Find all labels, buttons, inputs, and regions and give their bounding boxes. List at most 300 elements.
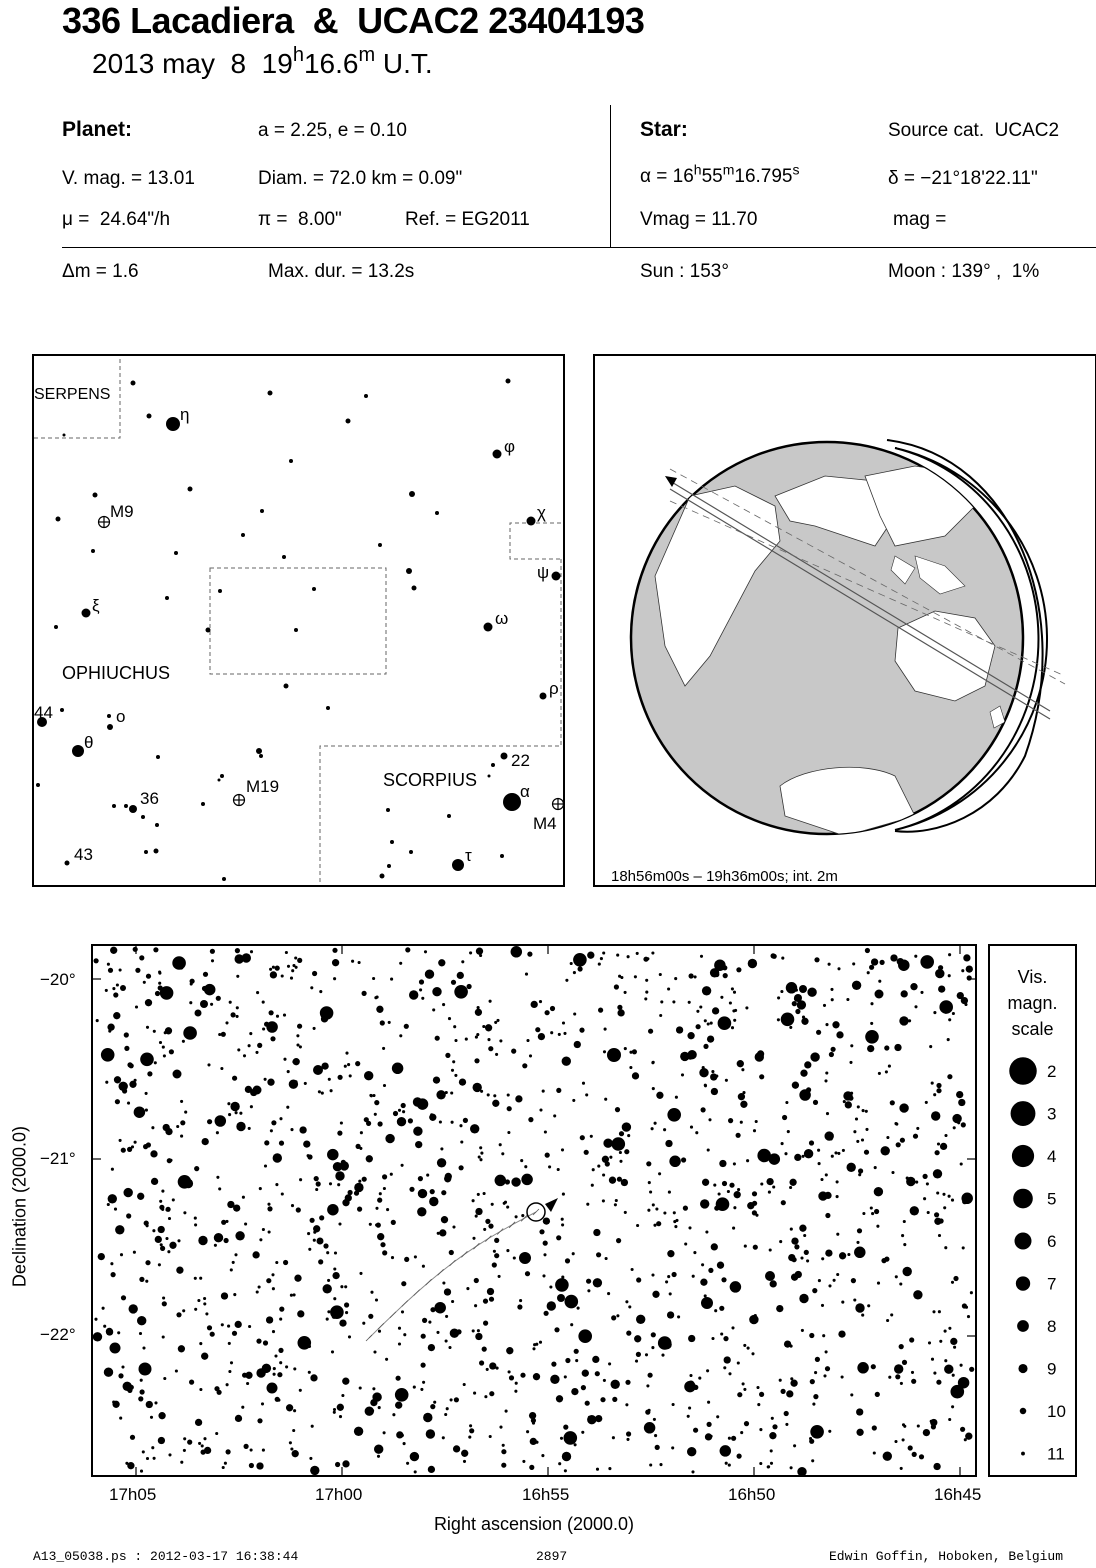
- field-star: [580, 1135, 585, 1140]
- field-star: [711, 1243, 718, 1250]
- field-star: [878, 1072, 881, 1075]
- field-star: [146, 1401, 153, 1408]
- field-star: [719, 1306, 724, 1311]
- field-star: [451, 980, 456, 985]
- field-star: [180, 1100, 183, 1103]
- field-star: [562, 1057, 571, 1066]
- field-star: [677, 1315, 680, 1318]
- field-star: [858, 1173, 861, 1176]
- field-star: [163, 1377, 166, 1380]
- field-star: [472, 1329, 475, 1332]
- legend-svg: [990, 946, 1075, 1475]
- field-star: [485, 1024, 492, 1031]
- field-star: [215, 1432, 218, 1435]
- field-star: [704, 1019, 707, 1022]
- field-star: [865, 1030, 879, 1044]
- field-star: [461, 1450, 468, 1457]
- field-star: [429, 1114, 436, 1121]
- field-star: [615, 1199, 618, 1202]
- field-star: [110, 1197, 113, 1200]
- field-star: [114, 1208, 117, 1211]
- field-star: [145, 999, 152, 1006]
- field-star: [744, 1245, 747, 1248]
- field-star: [369, 1223, 372, 1226]
- field-star: [203, 972, 208, 977]
- field-star: [903, 1220, 906, 1223]
- field-star: [938, 965, 943, 970]
- field-star: [313, 1225, 320, 1232]
- field-star: [635, 1360, 638, 1363]
- field-star: [962, 1246, 965, 1249]
- field-star: [616, 954, 619, 957]
- field-star: [769, 1432, 776, 1439]
- field-star: [586, 1279, 591, 1284]
- field-star: [354, 1191, 359, 1196]
- field-star: [463, 1118, 468, 1123]
- field-star: [729, 1001, 732, 1004]
- field-star: [593, 1278, 602, 1287]
- field-star: [421, 1334, 426, 1339]
- field-star: [142, 1450, 145, 1453]
- field-star: [270, 1129, 273, 1132]
- field-star: [273, 1153, 282, 1162]
- field-star: [573, 1012, 576, 1015]
- field-star: [397, 1117, 406, 1126]
- field-star: [886, 1319, 889, 1322]
- field-star: [351, 960, 354, 963]
- field-star: [944, 1365, 953, 1374]
- field-star: [115, 1225, 124, 1234]
- field-star: [578, 1329, 592, 1343]
- field-star: [378, 1406, 381, 1409]
- field-star: [730, 1281, 742, 1293]
- field-star: [557, 1168, 560, 1171]
- field-star: [151, 1178, 158, 1185]
- field-star: [391, 1220, 396, 1225]
- field-star: [701, 1263, 704, 1266]
- ut-text: U.T.: [375, 48, 433, 79]
- field-star: [176, 1125, 179, 1128]
- field-star: [161, 1190, 164, 1193]
- field-star: [794, 1154, 801, 1161]
- field-star: [797, 1467, 806, 1475]
- field-star: [158, 1412, 165, 1419]
- field-star: [742, 1382, 745, 1385]
- field-star: [533, 1373, 540, 1380]
- label-m19: M19: [246, 777, 280, 796]
- field-star: [708, 1118, 711, 1121]
- field-star: [804, 1149, 813, 1158]
- field-star: [417, 1098, 429, 1110]
- field-star: [275, 1261, 278, 1264]
- field-star: [382, 1174, 387, 1179]
- field-star: [707, 1401, 710, 1404]
- field-star: [165, 1027, 172, 1034]
- field-star: [140, 1389, 145, 1394]
- field-star: [829, 1052, 834, 1057]
- field-star: [915, 1181, 918, 1184]
- field-star: [721, 1277, 726, 1282]
- field-star: [813, 1394, 818, 1399]
- field-star: [689, 973, 694, 978]
- field-star: [143, 981, 146, 984]
- field-star: [269, 968, 272, 971]
- field-star: [965, 1433, 972, 1440]
- field-star: [155, 1236, 162, 1243]
- field-star: [159, 1200, 162, 1203]
- field-star: [825, 1249, 832, 1256]
- field-star: [281, 974, 284, 977]
- planet-parallax: π = 8.00": [258, 209, 342, 230]
- field-star: [900, 1382, 903, 1385]
- field-star: [693, 1428, 698, 1433]
- legend-mark-7: [1016, 1276, 1030, 1290]
- field-star: [665, 1280, 668, 1283]
- field-star: [119, 1417, 122, 1420]
- field-star: [655, 1445, 660, 1450]
- field-star: [198, 1236, 207, 1245]
- field-star: [671, 1446, 674, 1449]
- label-psi: ψ: [537, 563, 550, 582]
- field-star: [734, 1191, 741, 1198]
- field-star: [658, 1172, 661, 1175]
- field-star: [781, 1389, 786, 1394]
- field-star: [786, 982, 798, 994]
- field-star: [199, 1342, 202, 1345]
- field-star: [501, 1449, 506, 1454]
- field-star: [749, 1315, 758, 1324]
- field-star: [408, 1118, 413, 1123]
- field-star: [531, 1001, 538, 1008]
- field-star: [218, 1187, 221, 1190]
- field-star: [895, 1275, 898, 1278]
- field-star: [875, 1392, 880, 1397]
- field-star: [699, 1068, 708, 1077]
- field-star: [593, 1229, 600, 1236]
- field-star: [488, 1046, 493, 1051]
- field-star: [270, 1036, 275, 1041]
- field-star: [812, 1403, 815, 1406]
- field-star: [116, 983, 119, 986]
- field-star: [267, 1203, 270, 1206]
- label-44: 44: [34, 703, 53, 722]
- field-star: [562, 1021, 565, 1024]
- field-star: [333, 1297, 336, 1300]
- field-star: [532, 1347, 535, 1350]
- field-star: [652, 1291, 659, 1298]
- field-star: [617, 1009, 624, 1016]
- field-star: [651, 1332, 656, 1337]
- field-star: [826, 1112, 829, 1115]
- y-axis-label: Declination (2000.0): [9, 1125, 30, 1288]
- field-star: [644, 997, 647, 1000]
- legend-mark-10: [1020, 1408, 1027, 1415]
- field-star: [792, 1001, 797, 1006]
- field-star: [786, 1390, 793, 1397]
- field-star: [864, 1150, 869, 1155]
- field-star: [445, 1315, 448, 1318]
- field-star: [923, 1174, 928, 1179]
- field-star: [360, 1131, 363, 1134]
- field-star: [474, 1304, 477, 1307]
- field-star: [154, 1061, 157, 1064]
- field-star: [451, 1069, 454, 1072]
- field-star: [573, 971, 576, 974]
- field-star: [292, 1429, 295, 1432]
- field-star: [130, 1435, 135, 1440]
- field-star: [952, 1012, 955, 1015]
- field-star: [807, 988, 816, 997]
- label-omicron: o: [116, 707, 126, 726]
- field-star: [674, 977, 677, 980]
- field-star: [362, 991, 367, 996]
- ytick-22: −22°: [40, 1325, 76, 1344]
- field-star: [920, 955, 934, 969]
- field-star: [926, 1182, 929, 1185]
- field-star: [276, 1015, 279, 1018]
- field-star: [126, 1213, 131, 1218]
- field-star: [961, 969, 964, 972]
- field-star: [740, 1431, 743, 1434]
- field-star: [442, 1003, 445, 1006]
- finder-stars: [36, 379, 561, 882]
- field-star: [857, 1105, 860, 1108]
- field-star: [804, 1061, 811, 1068]
- field-star: [413, 1386, 416, 1389]
- field-star: [163, 1054, 166, 1057]
- field-star: [747, 1347, 750, 1350]
- field-star: [236, 1015, 239, 1018]
- field-star: [358, 961, 361, 964]
- field-star: [814, 1371, 817, 1374]
- field-star: [608, 1362, 611, 1365]
- field-star: [554, 1327, 559, 1332]
- field-star: [564, 1375, 567, 1378]
- field-star: [857, 1305, 864, 1312]
- field-star: [824, 1079, 827, 1082]
- field-star: [527, 952, 532, 957]
- field-star: [952, 1114, 961, 1123]
- field-star: [837, 967, 840, 970]
- field-star: [308, 1345, 311, 1348]
- field-star: [467, 984, 472, 989]
- field-star: [724, 1356, 731, 1363]
- field-star: [714, 959, 726, 971]
- field-star: [278, 1348, 283, 1353]
- field-star: [347, 1063, 350, 1066]
- field-star: [757, 1050, 764, 1057]
- field-star: [950, 1338, 957, 1345]
- moon-info: Moon : 139° , 1%: [888, 261, 1040, 282]
- field-star: [487, 1093, 490, 1096]
- field-star: [104, 1368, 113, 1377]
- field-star: [272, 1330, 275, 1333]
- field-star: [572, 1252, 575, 1255]
- field-star: [409, 1187, 414, 1192]
- field-star: [940, 1143, 947, 1150]
- field-star: [111, 1168, 114, 1171]
- field-star: [271, 1120, 276, 1125]
- field-star: [373, 1350, 376, 1353]
- field-star: [648, 1029, 653, 1034]
- xtick-16h55: 16h55: [522, 1485, 570, 1504]
- field-star: [256, 1290, 259, 1293]
- field-star: [825, 1213, 830, 1218]
- field-star: [609, 1177, 616, 1184]
- field-star: [210, 1003, 213, 1006]
- field-star: [448, 1017, 451, 1020]
- planet-heading: Planet:: [62, 118, 133, 141]
- field-star: [600, 1397, 605, 1402]
- field-star: [789, 1186, 792, 1189]
- field-star: [656, 1221, 661, 1226]
- field-star: [135, 1005, 138, 1008]
- field-star: [309, 1457, 312, 1460]
- field-star: [135, 968, 140, 973]
- field-star: [262, 1027, 265, 1030]
- field-star: [183, 1211, 186, 1214]
- xtick-17h05: 17h05: [109, 1485, 157, 1504]
- label-rho: ρ: [549, 679, 559, 698]
- field-star: [636, 1315, 645, 1324]
- field-star: [570, 1323, 573, 1326]
- field-star: [428, 1321, 431, 1324]
- field-star: [784, 1017, 787, 1020]
- path-tick: [414, 1290, 420, 1296]
- field-star: [506, 1347, 513, 1354]
- field-star: [374, 996, 377, 999]
- field-star: [816, 1030, 821, 1035]
- field-star: [854, 1247, 866, 1259]
- field-star: [313, 1027, 316, 1030]
- field-star: [323, 1284, 332, 1293]
- field-star: [873, 1451, 876, 1454]
- field-star: [313, 1239, 316, 1242]
- field-star: [235, 1321, 242, 1328]
- field-star: [115, 1099, 120, 1104]
- field-star: [335, 1171, 344, 1180]
- field-star: [681, 1073, 684, 1076]
- bright-star: [120, 985, 126, 991]
- field-star: [928, 1341, 931, 1344]
- field-star: [810, 1052, 819, 1061]
- field-star: [496, 1367, 499, 1370]
- field-star: [703, 1044, 708, 1049]
- field-star: [202, 1138, 209, 1145]
- field-star: [791, 1237, 798, 1244]
- field-star: [340, 1285, 343, 1288]
- field-star: [550, 1375, 559, 1384]
- field-star: [391, 1256, 394, 1259]
- field-star: [555, 1278, 569, 1292]
- field-star: [951, 1199, 954, 1202]
- field-star: [857, 1362, 869, 1374]
- field-star: [961, 997, 968, 1004]
- field-star: [327, 1204, 339, 1216]
- field-star: [572, 1099, 575, 1102]
- field-star: [291, 969, 294, 972]
- field-star: [296, 1034, 299, 1037]
- field-star: [710, 1073, 717, 1080]
- field-star: [947, 1074, 952, 1079]
- field-star: [435, 1036, 440, 1041]
- field-star: [777, 996, 780, 999]
- field-star: [345, 1311, 348, 1314]
- earth-map-svg: [595, 356, 1095, 885]
- field-star: [737, 1392, 742, 1397]
- field-star: [279, 1307, 284, 1312]
- field-star: [731, 1026, 734, 1029]
- field-star: [565, 1258, 570, 1263]
- field-star: [732, 1227, 735, 1230]
- field-star: [690, 1126, 693, 1129]
- field-star: [809, 1140, 814, 1145]
- field-star: [257, 1418, 262, 1423]
- field-star: [951, 1281, 954, 1284]
- field-star: [659, 1014, 662, 1017]
- field-star: [553, 1114, 556, 1117]
- field-star: [782, 1115, 787, 1120]
- field-star: [270, 971, 277, 978]
- field-star: [162, 1335, 165, 1338]
- field-star: [539, 1000, 542, 1003]
- planet-motion: μ = 24.64"/h: [62, 209, 171, 230]
- field-star: [598, 963, 601, 966]
- field-star: [190, 979, 195, 984]
- ra-deg: α = 16: [640, 166, 694, 187]
- field-star: [856, 1241, 859, 1244]
- field-star: [250, 1105, 253, 1108]
- field-star: [142, 1346, 145, 1349]
- planet-orbit: a = 2.25, e = 0.10: [258, 120, 407, 141]
- field-star: [856, 1408, 863, 1415]
- field-star: [292, 1060, 295, 1063]
- field-star: [627, 1134, 630, 1137]
- field-star: [421, 997, 424, 1000]
- field-star: [636, 1352, 641, 1357]
- field-star: [228, 1370, 231, 1373]
- field-star: [385, 1134, 394, 1143]
- field-star: [605, 1257, 608, 1260]
- field-star: [785, 1101, 788, 1104]
- field-star: [759, 1392, 764, 1397]
- field-star: [776, 1305, 783, 1312]
- field-star: [744, 1421, 749, 1426]
- field-star: [137, 1316, 146, 1325]
- field-star: [234, 1253, 237, 1256]
- field-star: [418, 1189, 427, 1198]
- field-star: [355, 1061, 360, 1066]
- star-source: Source cat. UCAC2: [888, 120, 1060, 141]
- label-eta: η: [180, 405, 190, 424]
- field-star: [881, 1146, 890, 1155]
- field-star: [843, 1100, 846, 1103]
- field-star: [262, 1364, 271, 1373]
- field-star: [634, 1335, 641, 1342]
- field-star: [851, 1278, 856, 1283]
- field-star: [483, 1299, 488, 1304]
- field-star: [856, 1429, 863, 1436]
- field-star: [802, 1016, 805, 1019]
- field-star: [720, 1332, 723, 1335]
- field-star: [201, 1353, 208, 1360]
- field-star: [732, 1009, 735, 1012]
- label-ophiuchus: OPHIUCHUS: [62, 663, 171, 683]
- legend-mark-6: [1015, 1233, 1032, 1250]
- field-star: [242, 1196, 245, 1199]
- field-star: [489, 1362, 496, 1369]
- field-star: [267, 1206, 272, 1211]
